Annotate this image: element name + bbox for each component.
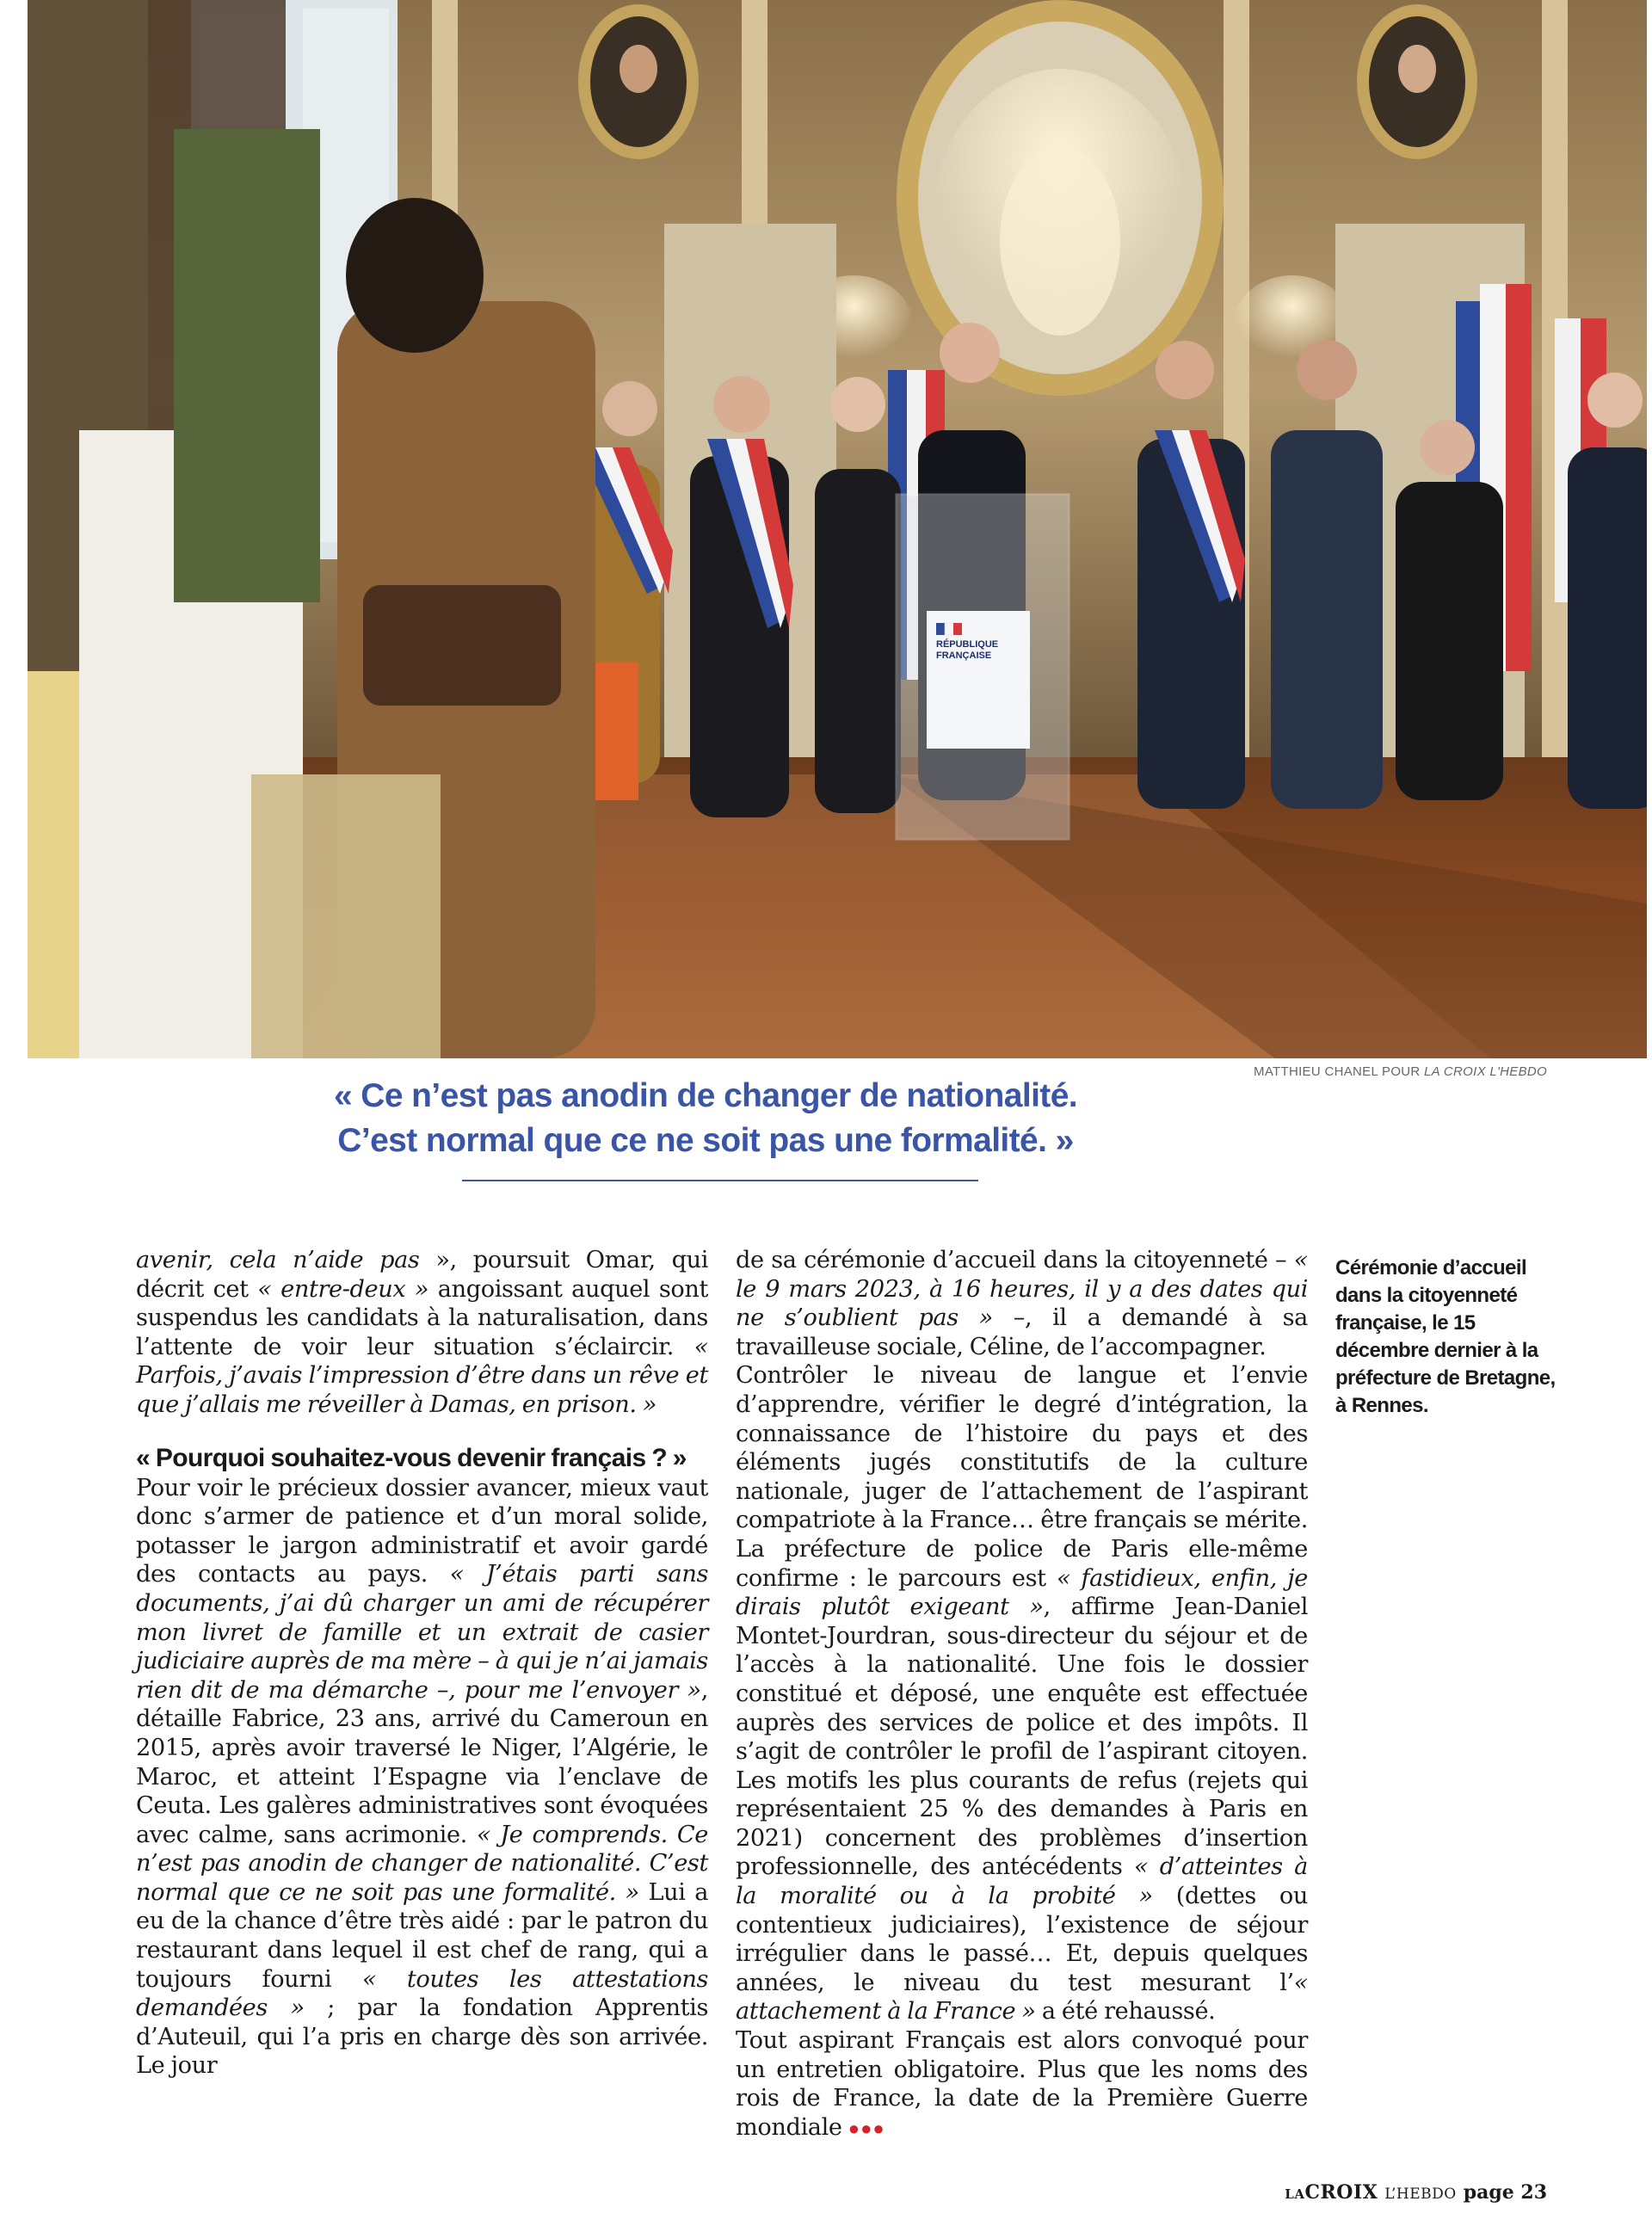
logo-croix: CROIX [1304,2181,1378,2204]
italic-quote-run: « d’atteintes à la moralité ou à la probité » [736,1853,1308,1910]
page-number: page 23 [1463,2181,1547,2204]
ceremony-photo-illustration [28,0,1647,1058]
paragraph [736,1246,1308,1361]
pull-quote-line2: C’est normal que ce ne soit pas une formalité. » [337,1122,1074,1159]
text-run: , détaille Fabrice, 23 ans, arrivé du Cameroun en 2015, après avoir traversé le Niger, l’Algérie, le Maroc, et atteint l’Espagne via l’enclave de Ceuta. Les galères administratives sont évoquées avec calme, sans acrimonie. [136,1676,708,1848]
podium-sign-line2: FRANÇAISE [936,650,992,661]
text-run: Pour voir le précieux dossier avancer, mieux vaut donc s’armer de patience et d’un moral solide, potasser le jargon administratif et avoir gardé des contacts au pays. [136,1474,708,1588]
paragraph [736,2026,1308,2143]
article-column-left [136,1246,708,2081]
italic-quote-run: « J’étais parti sans documents, j’ai dû charger un ami de récupérer mon livret de famille et un extrait de casier judiciaire auprès de ma mère – à qui je n’ai jamais rien dit de ma démarche –, pour me l’envoyer » [136,1561,709,1704]
text-run: a été rehaussé. [1035,1998,1216,2025]
text-run: –, il a demandé à sa travailleuse sociale, Céline, de l’accompagner. [736,1304,1308,1360]
pull-quote-line1: « Ce n’est pas anodin de changer de nationalité. [333,1077,1078,1114]
publication-logo [1285,2181,1378,2204]
text-run: Lui a eu de la chance d’être très aidé : par le patron du restaurant dans lequel il est chef de rang, qui a toujours fourni [136,1878,709,1993]
italic-quote-run: « entre-deux » [257,1275,429,1303]
italic-quote-run: « le 9 mars 2023, à 16 heures, il y a des dates qui ne s’oublient pas » [736,1247,1308,1332]
continuation-mark: ●●● [848,2117,885,2139]
pull-quote-rule [462,1180,978,1181]
text-run: angoissant auquel sont suspendus les candidats à la naturalisation, dans l’attente de voir leur situation s’éclaircir. [136,1275,708,1360]
pull-quote [284,1074,1127,1163]
text-run: ; par la fondation Apprentis d’Auteuil, qui l’a pris en charge dès son arrivée. Le jour [136,1995,709,2080]
text-run: », poursuit Omar, qui décrit cet [136,1247,708,1303]
photo-caption: Cérémonie d’accueil dans la citoyenneté française, le 15 décembre dernier à la préfecture de Bretagne, à Rennes. [1335,1256,1556,1417]
logo-la: LA [1285,2186,1305,2202]
paragraph [136,1246,708,1420]
italic-quote-run: « Parfois, j’avais l’impression d’être dans un rêve et que j’allais me réveiller à Damas, en prison. » [136,1333,708,1418]
paragraph [736,1361,1308,2026]
text-run: Tout aspirant Français est alors convoqué pour un entretien obligatoire. Plus que les noms des rois de France, la date de la Première Guerre mondiale [736,2027,1308,2141]
italic-quote-run: « attachement à la France » [736,1969,1308,2025]
text-run: de sa cérémonie d’accueil dans la citoyenneté – [736,1247,1294,1273]
photo-credit-prefix: MATTHIEU CHANEL POUR [1254,1064,1425,1079]
text-run: Contrôler le niveau de langue et l’envie d’apprendre, vérifier le degré d’intégration, la connaissance de l’histoire du pays et des éléments jugés constitutifs de la culture nationale, juger de l’attachement de l’aspirant compatriote à la France… être français se mérite. La préfecture de police de Paris elle-même confirme : le parcours est [736,1362,1308,1592]
podium-sign-line1: RÉPUBLIQUE [936,639,999,650]
italic-quote-run: « fastidieux, enfin, je dirais plutôt exigeant » [736,1564,1308,1621]
text-run: , affirme Jean-Daniel Montet-Jourdran, sous-directeur du séjour et de l’accès à la nationalité. Une fois le dossier constitué et déposé, une enquête est effectuée auprès des services de police et des impôts. Il s’agit de contrôler le profil de l’aspirant citoyen. Les motifs les plus courants de refus (rejets qui représentaient 25 % des demandes à Paris en 2021) concernent des problèmes d’insertion professionnelle, des antécédents [736,1594,1308,1881]
photo-credit-publication: LA CROIX L'HEBDO [1424,1064,1547,1079]
italic-quote-run: avenir, cela n’aide pas [136,1247,420,1273]
edition-name: L’HEBDO [1384,2186,1457,2203]
article-photo [28,0,1647,1058]
paragraph [136,1474,708,2081]
text-run: (dettes ou contentieux judiciaires), l’existence de séjour irrégulier dans le passé… Et, depuis quelques années, le niveau du test mesurant l’ [736,1883,1308,1996]
article-column-middle [736,1246,1308,2143]
page-footer [1285,2181,1547,2204]
photo-credit [1254,1064,1547,1079]
subheading: « Pourquoi souhaitez-vous devenir français ? » [136,1443,687,1472]
paragraph-text [736,2027,1308,2141]
italic-quote-run: « Je comprends. Ce n’est pas anodin de changer de nationalité. C’est normal que ce ne soit pas une formalité. » [136,1821,708,1906]
italic-quote-run: « toutes les attestations demandées » [136,1965,708,2022]
